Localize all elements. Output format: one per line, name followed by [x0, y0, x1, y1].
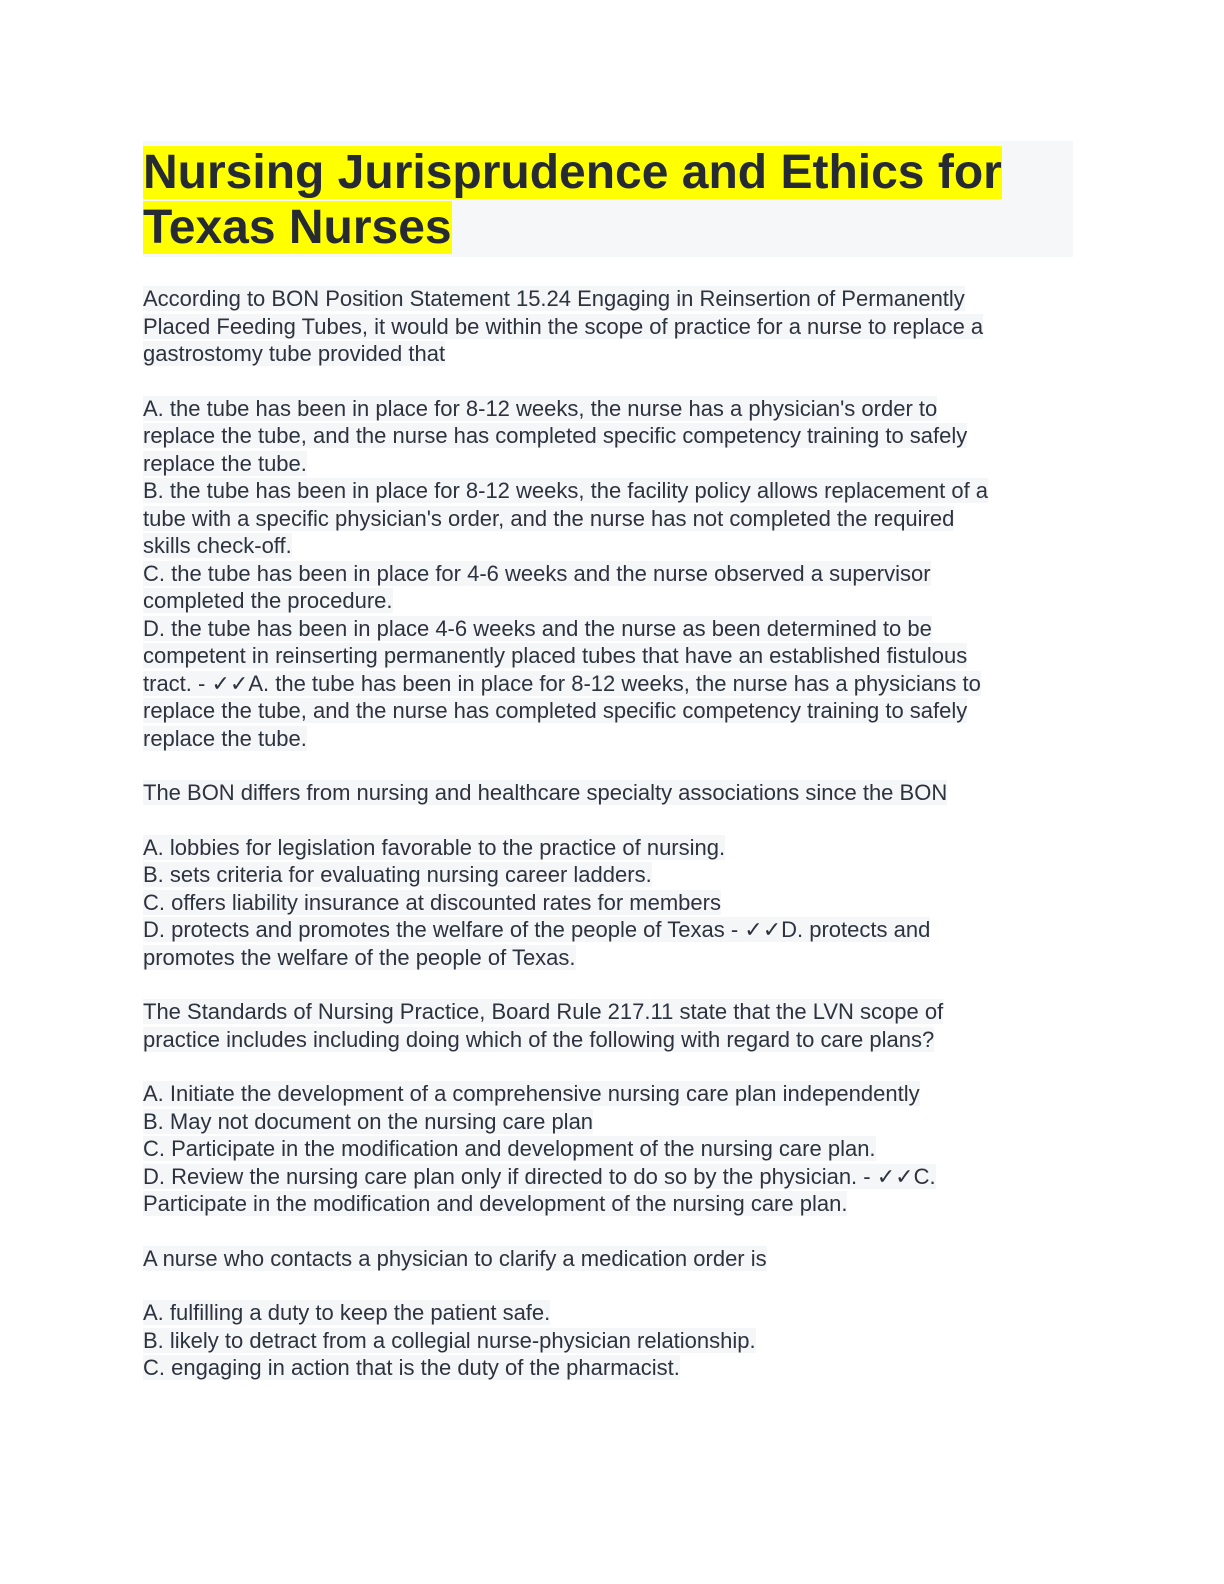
question-stem-line: The Standards of Nursing Practice, Board Rule 217.11 state that the LVN scope of: [143, 999, 944, 1024]
answer-option-line: completed the procedure.: [143, 588, 393, 613]
answer-option-line: C. engaging in action that is the duty of the pharmacist.: [143, 1355, 680, 1380]
answer-option-line: B. May not document on the nursing care plan: [143, 1108, 594, 1134]
title-block: [143, 141, 1073, 257]
answer-option-line: D. Review the nursing care plan only if directed to do so by the physician. - ✓✓C.: [143, 1163, 936, 1189]
question-1: [143, 285, 1073, 752]
question-4: [143, 1245, 1073, 1382]
answer-option-line: C. offers liability insurance at discounted rates for members: [143, 889, 721, 915]
answer-option-line: A. lobbies for legislation favorable to the practice of nursing.: [143, 834, 726, 860]
answer-option-line: Participate in the modification and development of the nursing care plan.: [143, 1191, 848, 1216]
title-line-1: Nursing Jurisprudence and Ethics for: [143, 146, 1002, 199]
question-stem-line: practice includes including doing which of the following with regard to care plans?: [143, 1026, 935, 1052]
question-stem-line: gastrostomy tube provided that: [143, 341, 446, 366]
title-line-2: Texas Nurses: [143, 201, 452, 254]
answer-option-line: A. fulfilling a duty to keep the patient safe.: [143, 1300, 551, 1325]
document-page: [143, 141, 1073, 1409]
answer-option-line: tube with a specific physician's order, and the nurse has not completed the required: [143, 505, 955, 531]
question-2: [143, 779, 1073, 971]
answer-option-line: skills check-off.: [143, 533, 292, 558]
answer-option-line: D. protects and promotes the welfare of the people of Texas - ✓✓D. protects and: [143, 917, 931, 942]
question-stem-line: The BON differs from nursing and healthcare specialty associations since the BON: [143, 780, 948, 805]
question-stem-line: Placed Feeding Tubes, it would be within the scope of practice for a nurse to replace a: [143, 313, 984, 339]
answer-option-line: C. Participate in the modification and development of the nursing care plan.: [143, 1136, 876, 1161]
question-stem-line: A nurse who contacts a physician to clarify a medication order is: [143, 1245, 767, 1271]
answer-option-line: A. the tube has been in place for 8-12 weeks, the nurse has a physician's order to: [143, 395, 938, 421]
answer-option-line: replace the tube, and the nurse has completed specific competency training to safely: [143, 423, 968, 448]
answer-option-line: A. Initiate the development of a comprehensive nursing care plan independently: [143, 1081, 920, 1106]
answer-option-line: B. sets criteria for evaluating nursing career ladders.: [143, 862, 652, 887]
answer-option-line: D. the tube has been in place 4-6 weeks and the nurse as been determined to be: [143, 615, 932, 641]
answer-option-line: C. the tube has been in place for 4-6 weeks and the nurse observed a supervisor: [143, 560, 931, 586]
answer-option-line: B. the tube has been in place for 8-12 weeks, the facility policy allows replacement of a: [143, 478, 989, 503]
answer-option-line: tract. - ✓✓A. the tube has been in place for 8-12 weeks, the nurse has a physicians to: [143, 670, 981, 696]
answer-option-line: replace the tube.: [143, 725, 307, 751]
question-stem-line: According to BON Position Statement 15.24 Engaging in Reinsertion of Permanently: [143, 286, 965, 311]
answer-option-line: replace the tube, and the nurse has completed specific competency training to safely: [143, 698, 968, 723]
answer-option-line: replace the tube.: [143, 450, 307, 476]
page-title: [143, 145, 1073, 255]
question-3: [143, 998, 1073, 1218]
answer-option-line: B. likely to detract from a collegial nurse-physician relationship.: [143, 1327, 756, 1353]
answer-option-line: competent in reinserting permanently placed tubes that have an established fistulous: [143, 643, 968, 668]
answer-option-line: promotes the welfare of the people of Texas.: [143, 944, 576, 970]
